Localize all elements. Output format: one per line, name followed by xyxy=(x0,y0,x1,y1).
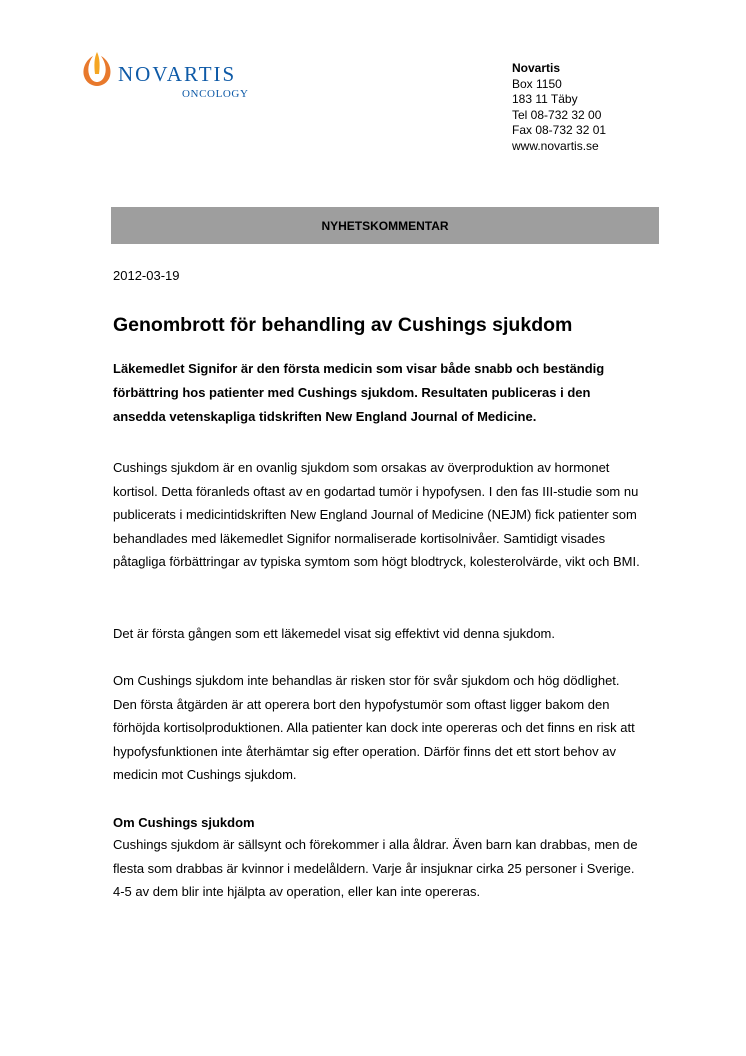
logo-division: ONCOLOGY xyxy=(182,88,249,100)
address-line: www.novartis.se xyxy=(512,138,599,153)
body-paragraph: Det är första gången som ett läkemedel visat sig effektivt vid denna sjukdom. xyxy=(113,626,555,641)
novartis-oncology-logo xyxy=(80,50,270,110)
headline: Genombrott för behandling av Cushings sjukdom xyxy=(113,314,573,336)
banner-label: NYHETSKOMMENTAR xyxy=(321,218,449,233)
address-company: Novartis xyxy=(512,61,561,75)
address-line: Box 1150 xyxy=(512,76,562,91)
novartis-flame-icon xyxy=(80,50,114,90)
sender-address xyxy=(512,61,606,154)
section-heading: Om Cushings sjukdom xyxy=(113,815,255,830)
logo-wordmark: NOVARTIS xyxy=(118,62,237,86)
address-line: Fax 08-732 32 01 xyxy=(512,123,607,137)
publish-date: 2012-03-19 xyxy=(113,268,180,283)
news-banner xyxy=(111,207,659,244)
section-paragraph: Cushings sjukdom är sällsynt och förekommer i alla åldrar. Även barn kan drabbas, men de flesta som drabbas är kvinnor i medelåldern. Varje år insjuknar cirka 25 personer i Sverige. 4-5 av dem blir inte hjälpta av operation, eller kan inte opereras. xyxy=(113,837,638,899)
address-line: 183 11 Täby xyxy=(512,92,578,106)
address-line: Tel 08-732 32 00 xyxy=(512,107,602,122)
body-paragraph: Om Cushings sjukdom inte behandlas är risken stor för svår sjukdom och hög dödlighet. Den första åtgärden är att operera bort den hypofystumör som oftast ligger bakom den förhöjda kortisolproduktionen. Alla patienter kan dock inte opereras och det finns en risk att hypofysfunktionen inte återhämtar sig efter operation. Därför finns det ett stort behov av medicin mot Cushings sjukdom. xyxy=(113,673,635,782)
body-paragraph: Cushings sjukdom är en ovanlig sjukdom som orsakas av överproduktion av hormonet kortisol. Detta föranleds oftast av en godartad tumör i hypofysen. I den fas III-studie som nu publicerats i medicintidskriften New England Journal of Medicine (NEJM) fick patienter som behandlades med läkemedlet Signifor normaliserade kortisolnivåer. Samtidigt visades påtagliga förbättringar av typiska symtom som högt blodtryck, kolesterolvärde, vikt och BMI. xyxy=(113,460,640,569)
lead-paragraph: Läkemedlet Signifor är den första medicin som visar både snabb och beständig förbättring hos patienter med Cushings sjukdom. Resultaten publiceras i den ansedda vetenskapliga tidskriften New England Journal of Medicine. xyxy=(113,361,605,424)
